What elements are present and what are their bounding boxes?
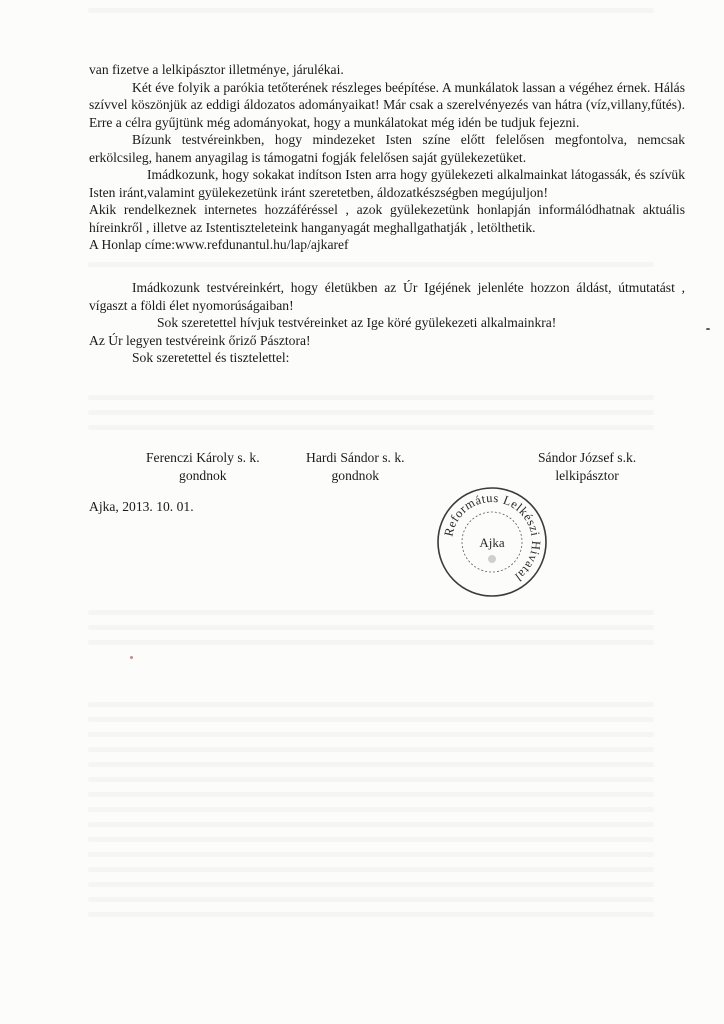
bleed-through-line [88,882,654,887]
bleed-through-line [88,8,654,13]
signature-role: gondnok [331,467,380,483]
bleed-through-line [88,792,654,797]
bleed-through-line [88,625,654,630]
stray-mark [706,328,710,330]
signature-role: gondnok [179,467,227,483]
signature-name: Hardi Sándor s. k. [306,450,405,465]
bleed-through-line [88,702,654,707]
closing-line: Imádkozunk testvéreinkért, hogy életükben az Úr Igéjének jelenléte hozzon áldást, útmutatást , vígaszt a földi élet nyomorúságaiban! [89,280,685,313]
signature-block [306,449,405,484]
bleed-through-line [88,425,654,430]
stray-mark [130,656,133,659]
stamp-center-text: Ajka [479,535,505,550]
bleed-through-line [88,410,654,415]
bleed-through-line [88,777,654,782]
paragraph: Két éve folyik a parókia tetőterének részleges beépítése. A munkálatok lassan a végéhez érnek. Hálás szívvel köszönjük az eddigi áldozatos adományaikat! Már csak a szerelvényezés van hátra (víz,villany,fűtés). Erre a célra gyűjtünk még adományokat, hogy a munkálatokat még idén be tudjuk fejezni. [89,79,685,130]
signature-role: lelkipásztor [555,467,619,483]
bleed-through-line [88,762,654,767]
bleed-through-line [88,837,654,842]
paragraph: Imádkozunk, hogy sokakat indítson Isten arra hogy gyülekezeti alkalmainkat látogassák, és szívük Isten iránt,valamint gyülekezetünk iránt szeretetben, áldozatkészségben megújuljon! [89,167,685,200]
signature-block [538,449,636,484]
closing-line: Sok szeretettel és tisztelettel: [132,350,290,365]
closing-line: Az Úr legyen testvéreink őriző Pásztora! [89,332,311,348]
signature-block [146,449,260,484]
bleed-through-line [88,717,654,722]
paragraph: van fizetve a lelkipásztor illetménye, járulékai. [89,62,344,77]
signature-name: Sándor József s.k. [538,450,637,465]
closing-line: Sok szeretettel hívjuk testvéreinket az Ige köré gyülekezeti alkalmainkra! [157,315,557,330]
bleed-through-line [88,912,654,917]
bleed-through-line [88,852,654,857]
paragraph: Akik rendelkeznek internetes hozzáféréssel , azok gyülekezetünk honlapján informálódhatnak aktuális híreinkről , illetve az Istentiszteleteink hanganyagát meghallgathatják , letölthetik. [89,202,685,235]
bleed-through-line [88,867,654,872]
letter-body [89,61,685,254]
bleed-through-line [88,822,654,827]
bleed-through-line [88,747,654,752]
bleed-through-line [88,732,654,737]
signature-name: Ferenczi Károly s. k. [146,450,260,465]
letter-closing [89,279,685,367]
bleed-through-line [88,610,654,615]
paragraph: Bízunk testvéreinkben, hogy mindezeket Isten színe előtt felelősen megfontolva, nemcsak erkölcsileg, hanem anyagilag is támogatni fogják felelősen saját gyülekezetüket. [89,132,685,165]
bleed-through-line [88,262,654,267]
stamp-smudge [488,555,496,563]
website-line: A Honlap címe:www.refdunantul.hu/lap/ajkaref [89,237,349,252]
bleed-through-line [88,395,654,400]
stamp-ring-text: Református Lelkészi Hivatal [441,490,544,585]
letter-date: Ajka, 2013. 10. 01. [89,499,194,514]
bleed-through-line [88,897,654,902]
bleed-through-line [88,640,654,645]
bleed-through-line [88,807,654,812]
official-stamp [436,486,548,598]
